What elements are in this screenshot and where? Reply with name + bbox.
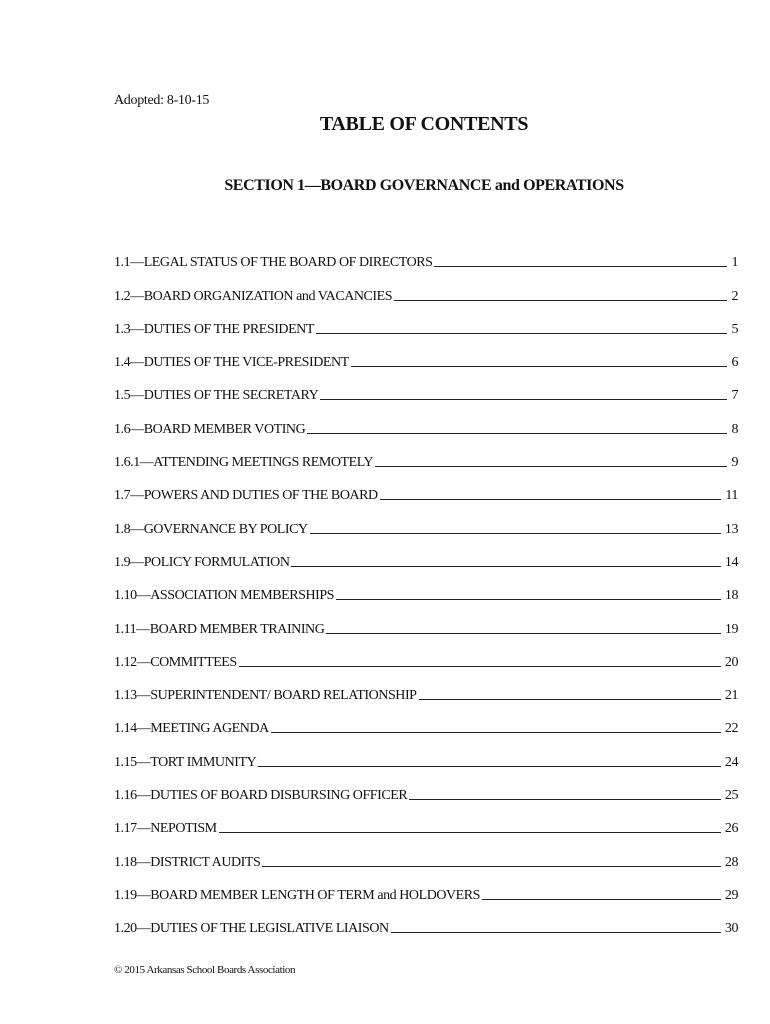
toc-entry-page-number: 8 <box>731 421 738 437</box>
toc-entry-label: 1.1—LEGAL STATUS OF THE BOARD OF DIRECTORS <box>114 255 433 271</box>
toc-entry-page-number: 18 <box>724 588 738 604</box>
section-heading: SECTION 1—BOARD GOVERNANCE and OPERATIONS <box>224 177 624 194</box>
toc-leader-line <box>482 899 721 900</box>
toc-entry-label: 1.17—NEPOTISM <box>114 821 217 837</box>
toc-entry[interactable] <box>114 371 738 404</box>
toc-entry-page-number: 9 <box>731 455 738 471</box>
toc-entry[interactable] <box>114 238 738 271</box>
toc-entry[interactable] <box>114 271 738 304</box>
toc-entry-page-number: 25 <box>724 788 738 804</box>
toc-entry-page-number: 20 <box>724 654 738 670</box>
toc-leader-line <box>320 399 727 400</box>
toc-entry-page-number: 26 <box>724 821 738 837</box>
toc-entry[interactable] <box>114 504 738 537</box>
toc-entry-page-number: 21 <box>724 688 738 704</box>
toc-leader-line <box>258 766 721 767</box>
page-title: TABLE OF CONTENTS <box>319 113 529 135</box>
toc-entry-page-number: 24 <box>724 754 738 770</box>
toc-entry[interactable] <box>114 404 738 437</box>
toc-entry[interactable] <box>114 338 738 371</box>
toc-entry-page-number: 13 <box>724 521 738 537</box>
toc-leader-line <box>316 333 728 334</box>
toc-entry[interactable] <box>114 704 738 737</box>
toc-entry[interactable] <box>114 571 738 604</box>
toc-leader-line <box>262 866 721 867</box>
toc-leader-line <box>326 633 721 634</box>
toc-entry-label: 1.12—COMMITTEES <box>114 654 237 670</box>
toc-entry[interactable] <box>114 538 738 571</box>
toc-leader-line <box>291 566 720 567</box>
toc-entry-label: 1.6—BOARD MEMBER VOTING <box>114 421 306 437</box>
toc-entry-page-number: 22 <box>724 721 738 737</box>
toc-entry-page-number: 1 <box>731 255 738 271</box>
toc-entry-label: 1.18—DISTRICT AUDITS <box>114 854 261 870</box>
toc-leader-line <box>380 499 722 500</box>
toc-leader-line <box>219 832 721 833</box>
toc-entry-label: 1.10—ASSOCIATION MEMBERSHIPS <box>114 588 334 604</box>
toc-entry-label: 1.9—POLICY FORMULATION <box>114 554 290 570</box>
toc-entry-page-number: 19 <box>724 621 738 637</box>
toc-leader-line <box>409 799 721 800</box>
toc-leader-line <box>239 666 721 667</box>
toc-entry-label: 1.3—DUTIES OF THE PRESIDENT <box>114 321 314 337</box>
toc-entry-page-number: 2 <box>731 288 738 304</box>
toc-entry-label: 1.11—BOARD MEMBER TRAINING <box>114 621 325 637</box>
toc-leader-line <box>310 533 721 534</box>
toc-entry[interactable] <box>114 737 738 770</box>
toc-entry-page-number: 30 <box>724 921 738 937</box>
toc-leader-line <box>336 599 721 600</box>
toc-entry[interactable] <box>114 837 738 870</box>
toc-entry-label: 1.15—TORT IMMUNITY <box>114 754 257 770</box>
toc-entry-page-number: 5 <box>731 321 738 337</box>
toc-entry-label: 1.7—POWERS AND DUTIES OF THE BOARD <box>114 488 378 504</box>
toc-entry-label: 1.19—BOARD MEMBER LENGTH OF TERM and HOLDOVERS <box>114 887 480 903</box>
toc-entry[interactable] <box>114 305 738 338</box>
toc-leader-line <box>307 433 727 434</box>
toc-entry[interactable] <box>114 438 738 471</box>
copyright-footer: © 2015 Arkansas School Boards Association <box>114 964 296 976</box>
toc-entry-page-number: 11 <box>725 488 738 504</box>
toc-entry-page-number: 28 <box>724 854 738 870</box>
toc-leader-line <box>375 466 727 467</box>
toc-leader-line <box>419 699 721 700</box>
toc-entry-page-number: 29 <box>724 887 738 903</box>
toc-entry[interactable] <box>114 471 738 504</box>
toc-entry-page-number: 14 <box>724 554 738 570</box>
toc-entry-label: 1.20—DUTIES OF THE LEGISLATIVE LIAISON <box>114 921 389 937</box>
toc-entry[interactable] <box>114 638 738 671</box>
toc-leader-line <box>434 266 727 267</box>
adopted-date: Adopted: 8-10-15 <box>114 93 210 108</box>
toc-leader-line <box>394 300 727 301</box>
toc-entry[interactable] <box>114 671 738 704</box>
toc-entry-label: 1.14—MEETING AGENDA <box>114 721 269 737</box>
table-of-contents <box>114 238 738 937</box>
toc-entry-label: 1.4—DUTIES OF THE VICE-PRESIDENT <box>114 355 349 371</box>
toc-entry-page-number: 6 <box>731 355 738 371</box>
toc-entry[interactable] <box>114 604 738 637</box>
toc-leader-line <box>351 366 728 367</box>
toc-entry[interactable] <box>114 904 738 937</box>
toc-entry-label: 1.8—GOVERNANCE BY POLICY <box>114 521 308 537</box>
toc-leader-line <box>271 732 721 733</box>
toc-entry-label: 1.13—SUPERINTENDENT/ BOARD RELATIONSHIP <box>114 688 417 704</box>
toc-entry-label: 1.5—DUTIES OF THE SECRETARY <box>114 388 319 404</box>
toc-entry[interactable] <box>114 771 738 804</box>
toc-entry-page-number: 7 <box>731 388 738 404</box>
toc-entry[interactable] <box>114 871 738 904</box>
toc-entry-label: 1.16—DUTIES OF BOARD DISBURSING OFFICER <box>114 788 408 804</box>
toc-entry[interactable] <box>114 804 738 837</box>
toc-entry-label: 1.2—BOARD ORGANIZATION and VACANCIES <box>114 288 393 304</box>
toc-leader-line <box>391 932 721 933</box>
toc-entry-label: 1.6.1—ATTENDING MEETINGS REMOTELY <box>114 455 374 471</box>
